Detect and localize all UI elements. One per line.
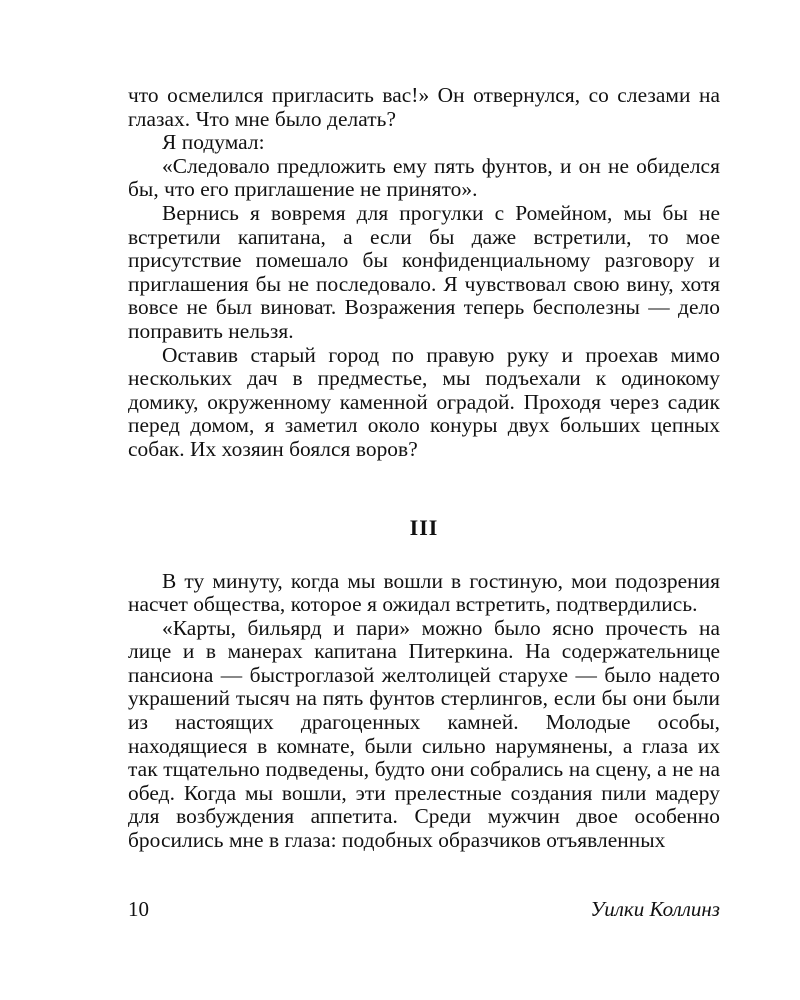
paragraph: «Следовало предложить ему пять фунтов, и он не обиделся бы, что его приглашение не принято». — [128, 153, 720, 202]
chapter-heading: III — [409, 514, 439, 540]
paragraph: В ту минуту, когда мы вошли в гостиную, мои подозрения насчет общества, которое я ожидал встретить, подтвердились. — [128, 568, 720, 617]
text-section-1 — [128, 84, 720, 462]
page-footer — [128, 897, 720, 921]
paragraph: Оставив старый город по правую руку и проехав мимо нескольких дач в предместье, мы подъехали к одинокому домику, окруженному каменной оградой. Проходя через садик перед домом, я заметил около конуры двух больших цепных собак. Их хозяин боялся воров? — [128, 342, 720, 461]
book-page — [128, 84, 720, 964]
paragraph: «Карты, бильярд и пари» можно было ясно прочесть на лице и в манерах капитана Питеркина. На содержательнице пансиона — быстроглазой желтолицей старухе — было надето украшений тысяч на пять фунтов стерлингов, если бы они были из настоящих драгоценных камней. Молодые особы, находящиеся в комнате, были сильно нарумянены, а глаза их так тщательно подведены, будто они собрались на сцену, а не на обед. Когда мы вошли, эти прелестные создания пили мадеру для возбуждения аппетита. Среди мужчин двое особенно бросились мне в глаза: подобных образчиков отъявленных — [128, 615, 720, 853]
paragraph: Я подумал: — [162, 130, 265, 155]
paragraph: что осмелился пригласить вас!» Он отвернулся, со слезами на глазах. Что мне было делать? — [128, 83, 720, 131]
page-number: 10 — [128, 897, 149, 921]
paragraph: Вернись я вовремя для прогулки с Ромейном, мы бы не встретили капитана, а если бы даже встретили, то мое присутствие помешало бы конфиденциальному разговору и приглашения бы не последовало. Я чувствовал свою вину, хотя вовсе не был виноват. Возражения теперь бесполезны — дело поправить нельзя. — [128, 200, 720, 343]
running-footer-author: Уилки Коллинз — [590, 897, 720, 921]
text-section-2 — [128, 570, 720, 853]
